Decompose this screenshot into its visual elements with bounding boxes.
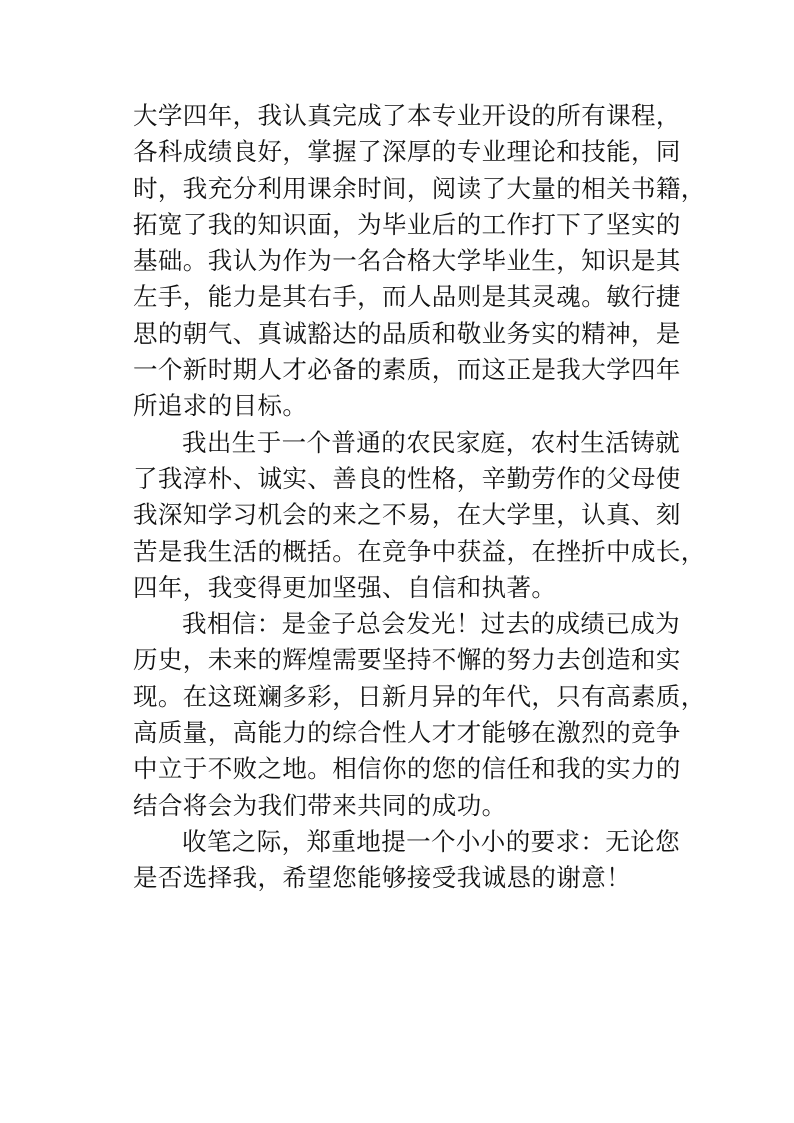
text-line: 各科成绩良好，掌握了深厚的专业理论和技能，同 bbox=[133, 137, 681, 167]
text-line: 思的朝气、真诚豁达的品质和敬业务实的精神，是 bbox=[133, 318, 681, 348]
text-line: 我出生于一个普通的农民家庭，农村生活铸就 bbox=[182, 427, 680, 457]
text-line: 了我淳朴、诚实、善良的性格，辛勤劳作的父母使 bbox=[133, 463, 681, 493]
text-line: 我深知学习机会的来之不易，在大学里，认真、刻 bbox=[133, 500, 681, 530]
paragraph-2 bbox=[133, 425, 706, 606]
paragraph-4 bbox=[133, 824, 680, 897]
text-line: 苦是我生活的概括。在竞争中获益，在挫折中成长， bbox=[133, 536, 706, 566]
paragraph-3 bbox=[133, 606, 706, 824]
text-line: 现。在这斑斓多彩，日新月异的年代，只有高素质， bbox=[133, 681, 706, 711]
text-line: 收笔之际，郑重地提一个小小的要求：无论您 bbox=[182, 826, 680, 856]
text-line: 左手，能力是其右手，而人品则是其灵魂。敏行捷 bbox=[133, 282, 681, 312]
text-line: 时，我充分利用课余时间，阅读了大量的相关书籍， bbox=[133, 173, 706, 203]
text-line: 四年，我变得更加坚强、自信和执著。 bbox=[133, 572, 557, 602]
text-line: 大学四年，我认真完成了本专业开设的所有课程， bbox=[133, 101, 681, 130]
text-line: 所追求的目标。 bbox=[133, 391, 308, 421]
text-line: 结合将会为我们带来共同的成功。 bbox=[133, 790, 507, 820]
text-line: 一个新时期人才必备的素质，而这正是我大学四年 bbox=[133, 355, 681, 385]
text-line: 基础。我认为作为一名合格大学毕业生，知识是其 bbox=[133, 246, 681, 276]
text-line: 高质量，高能力的综合性人才才能够在激烈的竞争 bbox=[133, 718, 681, 748]
text-line: 拓宽了我的知识面，为毕业后的工作打下了坚实的 bbox=[133, 209, 681, 239]
paragraph-1 bbox=[133, 98, 706, 425]
text-line: 中立于不败之地。相信你的您的信任和我的实力的 bbox=[133, 754, 681, 784]
text-line: 历史，未来的辉煌需要坚持不懈的努力去创造和实 bbox=[133, 645, 681, 675]
text-line: 是否选择我，希望您能够接受我诚恳的谢意！ bbox=[133, 863, 631, 893]
text-line: 我相信：是金子总会发光！过去的成绩已成为 bbox=[182, 609, 680, 639]
letter-body bbox=[133, 98, 706, 897]
